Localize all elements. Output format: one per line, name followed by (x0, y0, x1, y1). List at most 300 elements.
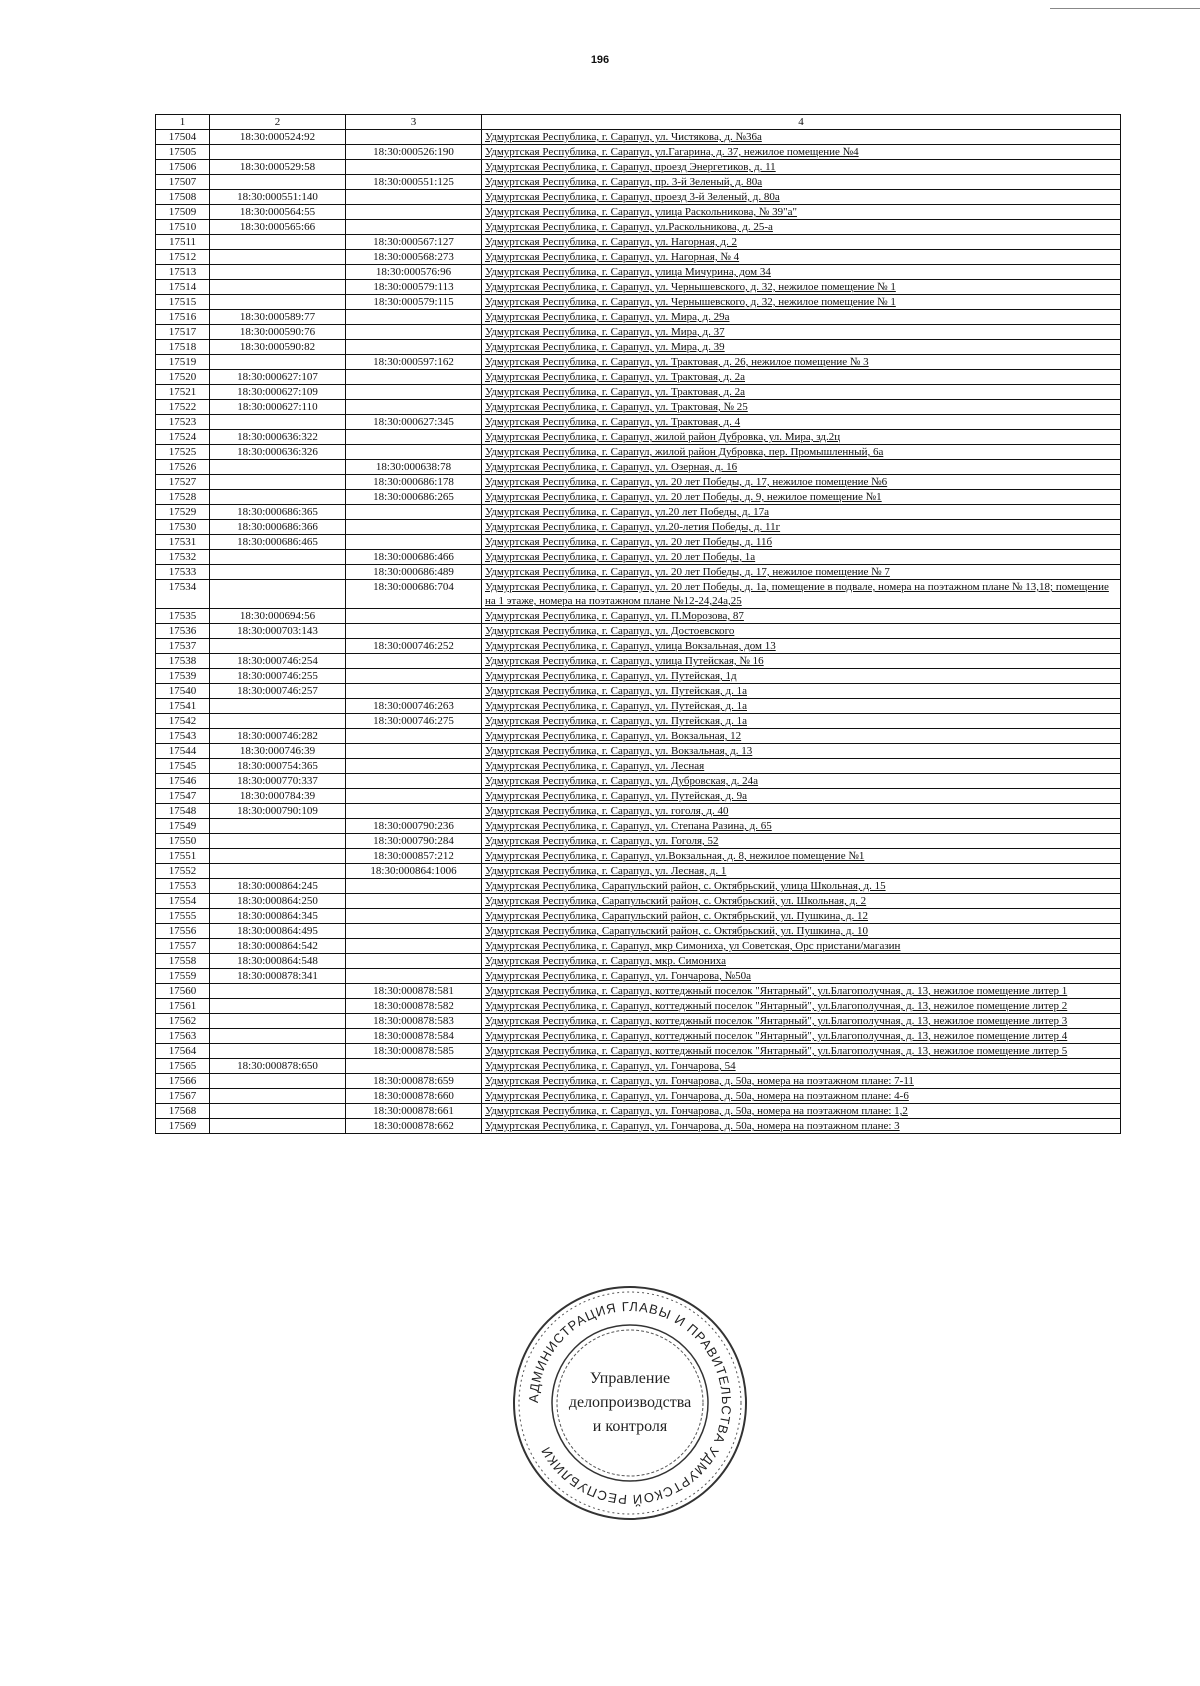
cadastral-number-col3-cell (346, 609, 482, 624)
row-number-cell: 17504 (156, 130, 210, 145)
cadastral-number-col3-cell (346, 535, 482, 550)
address-text: Удмуртская Республика, Сарапульский район, с. Октябрьский, улица Школьная, д. 15 (485, 880, 886, 892)
table-row (156, 909, 1121, 924)
table-row (156, 849, 1121, 864)
cadastral-number-col3-cell (346, 445, 482, 460)
address-text: Удмуртская Республика, г. Сарапул, ул. Лесная (485, 760, 705, 772)
cadastral-number-col2-cell: 18:30:000694:56 (210, 609, 346, 624)
row-number-cell: 17539 (156, 669, 210, 684)
address-cell (482, 550, 1121, 565)
row-number-cell: 17561 (156, 999, 210, 1014)
address-cell (482, 939, 1121, 954)
cadastral-number-col2-cell (210, 550, 346, 565)
address-text: Удмуртская Республика, г. Сарапул, ул. Трактовая, № 25 (485, 401, 748, 413)
table-row (156, 789, 1121, 804)
cadastral-number-col3-cell (346, 759, 482, 774)
row-number-cell: 17556 (156, 924, 210, 939)
cadastral-number-col2-cell (210, 1104, 346, 1119)
cadastral-number-col3-cell: 18:30:000551:125 (346, 175, 482, 190)
row-number-cell: 17537 (156, 639, 210, 654)
cadastral-number-col3-cell (346, 909, 482, 924)
address-text: Удмуртская Республика, г. Сарапул, ул.20 лет Победы, д. 17а (485, 506, 770, 518)
address-cell (482, 400, 1121, 415)
address-cell (482, 280, 1121, 295)
address-cell (482, 1044, 1121, 1059)
address-text: Удмуртская Республика, г. Сарапул, коттеджный поселок "Янтарный", ул.Благополучная, д. 13, нежилое помещение литер 3 (485, 1015, 1068, 1027)
address-text: Удмуртская Республика, Сарапульский район, с. Октябрьский, ул. Школьная, д. 2 (485, 895, 867, 907)
cadastral-number-col2-cell (210, 1119, 346, 1134)
address-text: Удмуртская Республика, г. Сарапул, ул. Мира, д. 29а (485, 311, 730, 323)
row-number-cell: 17549 (156, 819, 210, 834)
address-cell (482, 1059, 1121, 1074)
address-cell (482, 385, 1121, 400)
table-row (156, 699, 1121, 714)
address-text: Удмуртская Республика, г. Сарапул, ул. Степана Разина, д. 65 (485, 820, 772, 832)
address-text: Удмуртская Республика, г. Сарапул, ул. Чернышевского, д. 32, нежилое помещение № 1 (485, 296, 896, 308)
address-cell (482, 669, 1121, 684)
address-cell (482, 430, 1121, 445)
address-text: Удмуртская Республика, г. Сарапул, ул. Путейская, д. 1а (485, 685, 747, 697)
address-cell (482, 909, 1121, 924)
address-cell (482, 145, 1121, 160)
cadastral-number-col2-cell: 18:30:000790:109 (210, 804, 346, 819)
table-row (156, 580, 1121, 609)
cadastral-number-col2-cell: 18:30:000703:143 (210, 624, 346, 639)
address-cell (482, 759, 1121, 774)
table-row (156, 774, 1121, 789)
address-text: Удмуртская Республика, г. Сарапул, ул. Трактовая, д. 26, нежилое помещение № 3 (485, 356, 869, 368)
table-row (156, 295, 1121, 310)
table-row (156, 430, 1121, 445)
table-row (156, 714, 1121, 729)
row-number-cell: 17564 (156, 1044, 210, 1059)
row-number-cell: 17538 (156, 654, 210, 669)
address-cell (482, 804, 1121, 819)
address-text: Удмуртская Республика, г. Сарапул, ул. Путейская, д. 1а (485, 700, 747, 712)
row-number-cell: 17555 (156, 909, 210, 924)
row-number-cell: 17534 (156, 580, 210, 609)
address-text: Удмуртская Республика, г. Сарапул, ул. Озерная, д. 16 (485, 461, 738, 473)
table-row (156, 954, 1121, 969)
cadastral-number-col3-cell (346, 774, 482, 789)
address-text: Удмуртская Республика, г. Сарапул, ул.Раскольникова, д. 25-а (485, 221, 773, 233)
address-text: Удмуртская Республика, г. Сарапул, пр. 3-й Зеленый, д. 80а (485, 176, 763, 188)
cadastral-number-col2-cell (210, 280, 346, 295)
cadastral-number-col2-cell: 18:30:000864:548 (210, 954, 346, 969)
cadastral-number-col2-cell (210, 265, 346, 280)
row-number-cell: 17558 (156, 954, 210, 969)
address-text: Удмуртская Республика, г. Сарапул, улица Путейская, № 16 (485, 655, 764, 667)
cadastral-number-col3-cell (346, 310, 482, 325)
table-row (156, 130, 1121, 145)
cadastral-number-col2-cell (210, 1029, 346, 1044)
row-number-cell: 17519 (156, 355, 210, 370)
table-row (156, 1119, 1121, 1134)
row-number-cell: 17511 (156, 235, 210, 250)
address-text: Удмуртская Республика, г. Сарапул, ул. Дубровская, д. 24а (485, 775, 759, 787)
row-number-cell: 17505 (156, 145, 210, 160)
table-row (156, 340, 1121, 355)
table-row (156, 415, 1121, 430)
corner-rule (1050, 8, 1200, 9)
cadastral-number-col3-cell (346, 729, 482, 744)
stamp-seal-icon (510, 1283, 750, 1523)
table-row (156, 220, 1121, 235)
cadastral-number-col2-cell (210, 580, 346, 609)
row-number-cell: 17542 (156, 714, 210, 729)
row-number-cell: 17560 (156, 984, 210, 999)
cadastral-number-col3-cell: 18:30:000746:275 (346, 714, 482, 729)
table-row (156, 475, 1121, 490)
cadastral-number-col3-cell (346, 924, 482, 939)
cadastral-number-col3-cell (346, 684, 482, 699)
cadastral-number-col2-cell (210, 1014, 346, 1029)
address-cell (482, 235, 1121, 250)
address-cell (482, 774, 1121, 789)
row-number-cell: 17522 (156, 400, 210, 415)
row-number-cell: 17551 (156, 849, 210, 864)
cadastral-number-col3-cell (346, 624, 482, 639)
address-cell (482, 789, 1121, 804)
table-row (156, 819, 1121, 834)
cadastral-number-col3-cell: 18:30:000746:263 (346, 699, 482, 714)
row-number-cell: 17559 (156, 969, 210, 984)
stamp-line-3: и контроля (592, 1418, 668, 1435)
cadastral-number-col2-cell (210, 250, 346, 265)
table-row (156, 999, 1121, 1014)
row-number-cell: 17544 (156, 744, 210, 759)
row-number-cell: 17543 (156, 729, 210, 744)
row-number-cell: 17512 (156, 250, 210, 265)
row-number-cell: 17526 (156, 460, 210, 475)
row-number-cell: 17552 (156, 864, 210, 879)
table-row (156, 280, 1121, 295)
table-row (156, 370, 1121, 385)
page-number: 196 (590, 54, 610, 66)
address-cell (482, 969, 1121, 984)
cadastral-number-col3-cell (346, 969, 482, 984)
table-row (156, 834, 1121, 849)
address-text: Удмуртская Республика, г. Сарапул, ул. Трактовая, д. 2а (485, 371, 746, 383)
cadastral-number-col2-cell: 18:30:000686:366 (210, 520, 346, 535)
address-text: Удмуртская Республика, г. Сарапул, жилой район Дубровка, пер. Промышленный, 6а (485, 446, 884, 458)
address-cell (482, 894, 1121, 909)
address-cell (482, 565, 1121, 580)
table-row (156, 265, 1121, 280)
cadastral-number-col2-cell: 18:30:000565:66 (210, 220, 346, 235)
table-row (156, 250, 1121, 265)
table-row (156, 565, 1121, 580)
cadastral-number-col3-cell (346, 160, 482, 175)
cadastral-number-col2-cell: 18:30:000746:39 (210, 744, 346, 759)
table-row (156, 864, 1121, 879)
table-row (156, 1059, 1121, 1074)
row-number-cell: 17550 (156, 834, 210, 849)
row-number-cell: 17516 (156, 310, 210, 325)
cadastral-number-col2-cell (210, 475, 346, 490)
cadastral-number-col3-cell: 18:30:000686:178 (346, 475, 482, 490)
cadastral-number-col3-cell: 18:30:000627:345 (346, 415, 482, 430)
address-cell (482, 1089, 1121, 1104)
row-number-cell: 17533 (156, 565, 210, 580)
table-row (156, 1014, 1121, 1029)
cadastral-number-col3-cell: 18:30:000878:582 (346, 999, 482, 1014)
table-row (156, 684, 1121, 699)
address-text: Удмуртская Республика, г. Сарапул, ул. Путейская, д. 9а (485, 790, 747, 802)
row-number-cell: 17568 (156, 1104, 210, 1119)
table-row (156, 1044, 1121, 1059)
official-stamp (510, 1283, 750, 1523)
table-row (156, 1029, 1121, 1044)
cadastral-number-col2-cell (210, 834, 346, 849)
address-text: Удмуртская Республика, г. Сарапул, ул. Чистякова, д. №36а (485, 131, 762, 143)
cadastral-number-col2-cell: 18:30:000770:337 (210, 774, 346, 789)
table-row (156, 1089, 1121, 1104)
address-text: Удмуртская Республика, Сарапульский район, с. Октябрьский, ул. Пушкина, д. 12 (485, 910, 869, 922)
cadastral-number-col3-cell (346, 220, 482, 235)
cadastral-number-col2-cell: 18:30:000746:257 (210, 684, 346, 699)
cadastral-number-col2-cell: 18:30:000686:365 (210, 505, 346, 520)
address-cell (482, 580, 1121, 609)
address-cell (482, 460, 1121, 475)
table-row (156, 235, 1121, 250)
cadastral-number-col2-cell: 18:30:000627:109 (210, 385, 346, 400)
cadastral-number-col2-cell: 18:30:000878:341 (210, 969, 346, 984)
address-cell (482, 1074, 1121, 1089)
table-row (156, 639, 1121, 654)
address-text: Удмуртская Республика, г. Сарапул, проезд 3-й Зеленый, д. 80а (485, 191, 780, 203)
row-number-cell: 17510 (156, 220, 210, 235)
cadastral-number-col2-cell (210, 714, 346, 729)
address-text: Удмуртская Республика, г. Сарапул, коттеджный поселок "Янтарный", ул.Благополучная, д. 13, нежилое помещение литер 5 (485, 1045, 1068, 1057)
cadastral-number-col3-cell (346, 879, 482, 894)
address-cell (482, 325, 1121, 340)
address-cell (482, 1029, 1121, 1044)
address-text: Удмуртская Республика, г. Сарапул, ул. Гончарова, д. 50а, номера на поэтажном плане: 1,2 (485, 1105, 908, 1117)
table-row (156, 894, 1121, 909)
address-cell (482, 355, 1121, 370)
address-text: Удмуртская Республика, г. Сарапул, коттеджный поселок "Янтарный", ул.Благополучная, д. 13, нежилое помещение литер 4 (485, 1030, 1068, 1042)
cadastral-number-col3-cell: 18:30:000878:584 (346, 1029, 482, 1044)
row-number-cell: 17513 (156, 265, 210, 280)
cadastral-number-col3-cell (346, 385, 482, 400)
table-row (156, 445, 1121, 460)
cadastral-number-col3-cell (346, 744, 482, 759)
column-header-4: 4 (482, 115, 1121, 130)
row-number-cell: 17562 (156, 1014, 210, 1029)
table-row (156, 879, 1121, 894)
address-text: Удмуртская Республика, г. Сарапул, ул.Вокзальная, д. 8, нежилое помещение №1 (485, 850, 865, 862)
row-number-cell: 17536 (156, 624, 210, 639)
address-cell (482, 609, 1121, 624)
address-text: Удмуртская Республика, г. Сарапул, ул. Путейская, 1д (485, 670, 737, 682)
cadastral-number-col2-cell: 18:30:000784:39 (210, 789, 346, 804)
table-row (156, 609, 1121, 624)
address-text: Удмуртская Республика, г. Сарапул, ул. гоголя, д. 40 (485, 805, 729, 817)
address-cell (482, 624, 1121, 639)
row-number-cell: 17557 (156, 939, 210, 954)
address-text: Удмуртская Республика, г. Сарапул, ул.20-летия Победы, д. 11г (485, 521, 781, 533)
address-cell (482, 475, 1121, 490)
table-row (156, 355, 1121, 370)
table-row (156, 490, 1121, 505)
address-text: Удмуртская Республика, г. Сарапул, ул. Гончарова, д. 50а, номера на поэтажном плане: 3 (485, 1120, 900, 1132)
row-number-cell: 17548 (156, 804, 210, 819)
cadastral-number-col2-cell: 18:30:000589:77 (210, 310, 346, 325)
cadastral-number-col3-cell: 18:30:000597:162 (346, 355, 482, 370)
address-cell (482, 639, 1121, 654)
cadastral-number-col2-cell: 18:30:000754:365 (210, 759, 346, 774)
cadastral-number-col3-cell: 18:30:000878:581 (346, 984, 482, 999)
table-row (156, 804, 1121, 819)
row-number-cell: 17509 (156, 205, 210, 220)
cadastral-number-col2-cell: 18:30:000590:82 (210, 340, 346, 355)
address-cell (482, 729, 1121, 744)
address-text: Удмуртская Республика, г. Сарапул, ул. Достоевского (485, 625, 735, 637)
cadastral-number-col3-cell: 18:30:000686:704 (346, 580, 482, 609)
address-text: Удмуртская Республика, г. Сарапул, ул. 20 лет Победы, д. 9, нежилое помещение №1 (485, 491, 882, 503)
address-text: Удмуртская Республика, г. Сарапул, ул. Путейская, д. 1а (485, 715, 747, 727)
table-row (156, 205, 1121, 220)
address-text: Удмуртская Республика, г. Сарапул, ул. П.Морозова, 87 (485, 610, 744, 622)
row-number-cell: 17545 (156, 759, 210, 774)
address-cell (482, 834, 1121, 849)
address-cell (482, 849, 1121, 864)
cadastral-number-col3-cell (346, 205, 482, 220)
address-text: Удмуртская Республика, г. Сарапул, ул. 20 лет Победы, д. 17, нежилое помещение №6 (485, 476, 888, 488)
cadastral-number-col2-cell (210, 999, 346, 1014)
stamp-ring-text: АДМИНИСТРАЦИЯ ГЛАВЫ И ПРАВИТЕЛЬСТВА УДМУРТСКОЙ РЕСПУБЛИКИ (525, 1298, 735, 1508)
table-row (156, 924, 1121, 939)
cadastral-number-col2-cell (210, 565, 346, 580)
address-text: Удмуртская Республика, г. Сарапул, ул. Трактовая, д. 4 (485, 416, 741, 428)
address-text: Удмуртская Республика, г. Сарапул, ул. Вокзальная, 12 (485, 730, 742, 742)
address-cell (482, 535, 1121, 550)
table-row (156, 385, 1121, 400)
stamp-line-2: делопроизводства (568, 1394, 692, 1411)
table-row (156, 505, 1121, 520)
row-number-cell: 17508 (156, 190, 210, 205)
address-text: Удмуртская Республика, г. Сарапул, ул. Нагорная, № 4 (485, 251, 740, 263)
address-text: Удмуртская Республика, г. Сарапул, жилой район Дубровка, ул. Мира, зд.2ц (485, 431, 841, 443)
table-row (156, 160, 1121, 175)
address-text: Удмуртская Республика, г. Сарапул, ул. Лесная, д. 1 (485, 865, 727, 877)
address-cell (482, 1104, 1121, 1119)
address-text: Удмуртская Республика, г. Сарапул, ул. Трактовая, д. 2а (485, 386, 746, 398)
cadastral-number-col3-cell: 18:30:000638:78 (346, 460, 482, 475)
row-number-cell: 17525 (156, 445, 210, 460)
table-header-row (156, 115, 1121, 130)
cadastral-number-col2-cell: 18:30:000864:250 (210, 894, 346, 909)
cadastral-number-col3-cell (346, 430, 482, 445)
cadastral-number-col2-cell: 18:30:000551:140 (210, 190, 346, 205)
address-text: Удмуртская Республика, г. Сарапул, ул. Гончарова, д. 50а, номера на поэтажном плане: 4-6 (485, 1090, 909, 1102)
row-number-cell: 17569 (156, 1119, 210, 1134)
cadastral-number-col3-cell (346, 505, 482, 520)
address-cell (482, 370, 1121, 385)
table-row (156, 1104, 1121, 1119)
address-text: Удмуртская Республика, г. Сарапул, мкр Симониха, ул Советская, Орс пристани/магазин (485, 940, 901, 952)
cadastral-number-col2-cell (210, 1044, 346, 1059)
address-text: Удмуртская Республика, г. Сарапул, улица Раскольникова, № 39"а" (485, 206, 798, 218)
address-cell (482, 1119, 1121, 1134)
row-number-cell: 17528 (156, 490, 210, 505)
cadastral-number-col3-cell: 18:30:000790:236 (346, 819, 482, 834)
cadastral-number-col2-cell: 18:30:000627:107 (210, 370, 346, 385)
row-number-cell: 17515 (156, 295, 210, 310)
cadastral-number-col3-cell (346, 520, 482, 535)
table-row (156, 325, 1121, 340)
table-row (156, 550, 1121, 565)
cadastral-number-col3-cell (346, 804, 482, 819)
cadastral-number-col2-cell (210, 145, 346, 160)
address-cell (482, 924, 1121, 939)
row-number-cell: 17554 (156, 894, 210, 909)
address-text: Удмуртская Республика, г. Сарапул, ул. Гоголя, 52 (485, 835, 719, 847)
cadastral-number-col2-cell (210, 1074, 346, 1089)
cadastral-number-col2-cell (210, 849, 346, 864)
address-text: Удмуртская Республика, г. Сарапул, ул. 20 лет Победы, д. 11б (485, 536, 773, 548)
cadastral-number-col2-cell: 18:30:000864:542 (210, 939, 346, 954)
cadastral-number-col3-cell: 18:30:000857:212 (346, 849, 482, 864)
cadastral-number-col2-cell: 18:30:000636:326 (210, 445, 346, 460)
row-number-cell: 17523 (156, 415, 210, 430)
cadastral-number-col2-cell (210, 355, 346, 370)
row-number-cell: 17563 (156, 1029, 210, 1044)
address-text: Удмуртская Республика, г. Сарапул, ул. Гончарова, 54 (485, 1060, 736, 1072)
address-text: Удмуртская Республика, г. Сарапул, улица Вокзальная, дом 13 (485, 640, 776, 652)
table-row (156, 400, 1121, 415)
cadastral-number-col2-cell: 18:30:000627:110 (210, 400, 346, 415)
row-number-cell: 17565 (156, 1059, 210, 1074)
address-cell (482, 999, 1121, 1014)
address-text: Удмуртская Республика, г. Сарапул, улица Мичурина, дом 34 (485, 266, 771, 278)
cadastral-number-col2-cell: 18:30:000529:58 (210, 160, 346, 175)
row-number-cell: 17540 (156, 684, 210, 699)
cadastral-number-col2-cell (210, 235, 346, 250)
address-cell (482, 310, 1121, 325)
address-cell (482, 340, 1121, 355)
cadastral-number-col3-cell (346, 1059, 482, 1074)
address-cell (482, 220, 1121, 235)
cadastral-number-col2-cell (210, 984, 346, 999)
address-cell (482, 520, 1121, 535)
cadastral-number-col3-cell: 18:30:000878:583 (346, 1014, 482, 1029)
row-number-cell: 17531 (156, 535, 210, 550)
cadastral-number-col3-cell: 18:30:000579:115 (346, 295, 482, 310)
cadastral-number-col3-cell: 18:30:000686:265 (346, 490, 482, 505)
cadastral-number-col3-cell: 18:30:000746:252 (346, 639, 482, 654)
table-row (156, 175, 1121, 190)
row-number-cell: 17530 (156, 520, 210, 535)
row-number-cell: 17514 (156, 280, 210, 295)
cadastral-number-col2-cell (210, 490, 346, 505)
address-cell (482, 175, 1121, 190)
cadastral-number-col2-cell: 18:30:000864:345 (210, 909, 346, 924)
cadastral-number-col3-cell: 18:30:000686:466 (346, 550, 482, 565)
cadastral-number-col3-cell: 18:30:000790:284 (346, 834, 482, 849)
cadastral-number-col2-cell: 18:30:000564:55 (210, 205, 346, 220)
column-header-1: 1 (156, 115, 210, 130)
address-cell (482, 954, 1121, 969)
cadastral-number-col3-cell: 18:30:000567:127 (346, 235, 482, 250)
cadastral-number-col2-cell (210, 819, 346, 834)
row-number-cell: 17566 (156, 1074, 210, 1089)
cadastral-number-col2-cell: 18:30:000636:322 (210, 430, 346, 445)
row-number-cell: 17524 (156, 430, 210, 445)
cadastral-number-col3-cell: 18:30:000878:661 (346, 1104, 482, 1119)
address-text: Удмуртская Республика, г. Сарапул, ул. Нагорная, д. 2 (485, 236, 737, 248)
